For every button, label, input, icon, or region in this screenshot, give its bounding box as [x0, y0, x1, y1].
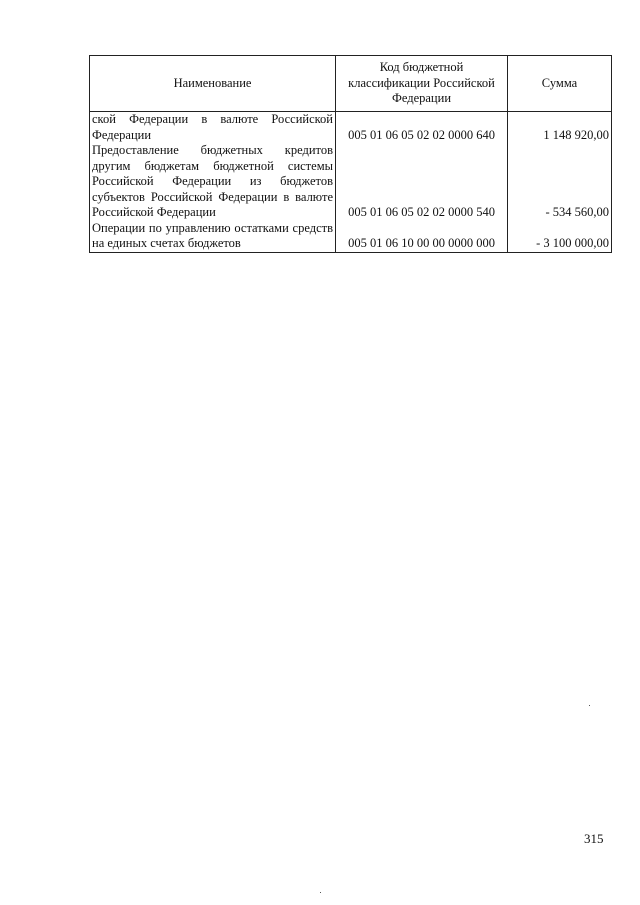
header-code: Код бюджетной классификации Российской Федерации: [336, 56, 508, 112]
row-name: Предоставление бюджетных кредитов другим бюджетам бюджетной системы Российской Федерации из бюджетов субъектов Российской Федерации в валюте Российской Федерации: [90, 143, 336, 221]
row-name: ской Федерации в валюте Российской Федерации: [90, 112, 336, 144]
row-name: Операции по управлению остатками средств на единых счетах бюджетов: [90, 221, 336, 253]
row-sum: 1 148 920,00: [508, 112, 612, 144]
header-name: Наименование: [90, 56, 336, 112]
table-row: [90, 221, 612, 253]
scan-speck: [320, 892, 321, 893]
row-code: 005 01 06 05 02 02 0000 640: [336, 112, 508, 144]
row-code: 005 01 06 05 02 02 0000 540: [336, 143, 508, 221]
table-row: [90, 112, 612, 144]
row-code: 005 01 06 10 00 00 0000 000: [336, 221, 508, 253]
table-row: [90, 143, 612, 221]
budget-sources-table: [89, 55, 612, 253]
header-sum: Сумма: [508, 56, 612, 112]
page-number: 315: [584, 831, 604, 846]
scan-speck: [589, 705, 590, 706]
table-header-row: [90, 56, 612, 112]
row-sum: - 3 100 000,00: [508, 221, 612, 253]
row-sum: - 534 560,00: [508, 143, 612, 221]
